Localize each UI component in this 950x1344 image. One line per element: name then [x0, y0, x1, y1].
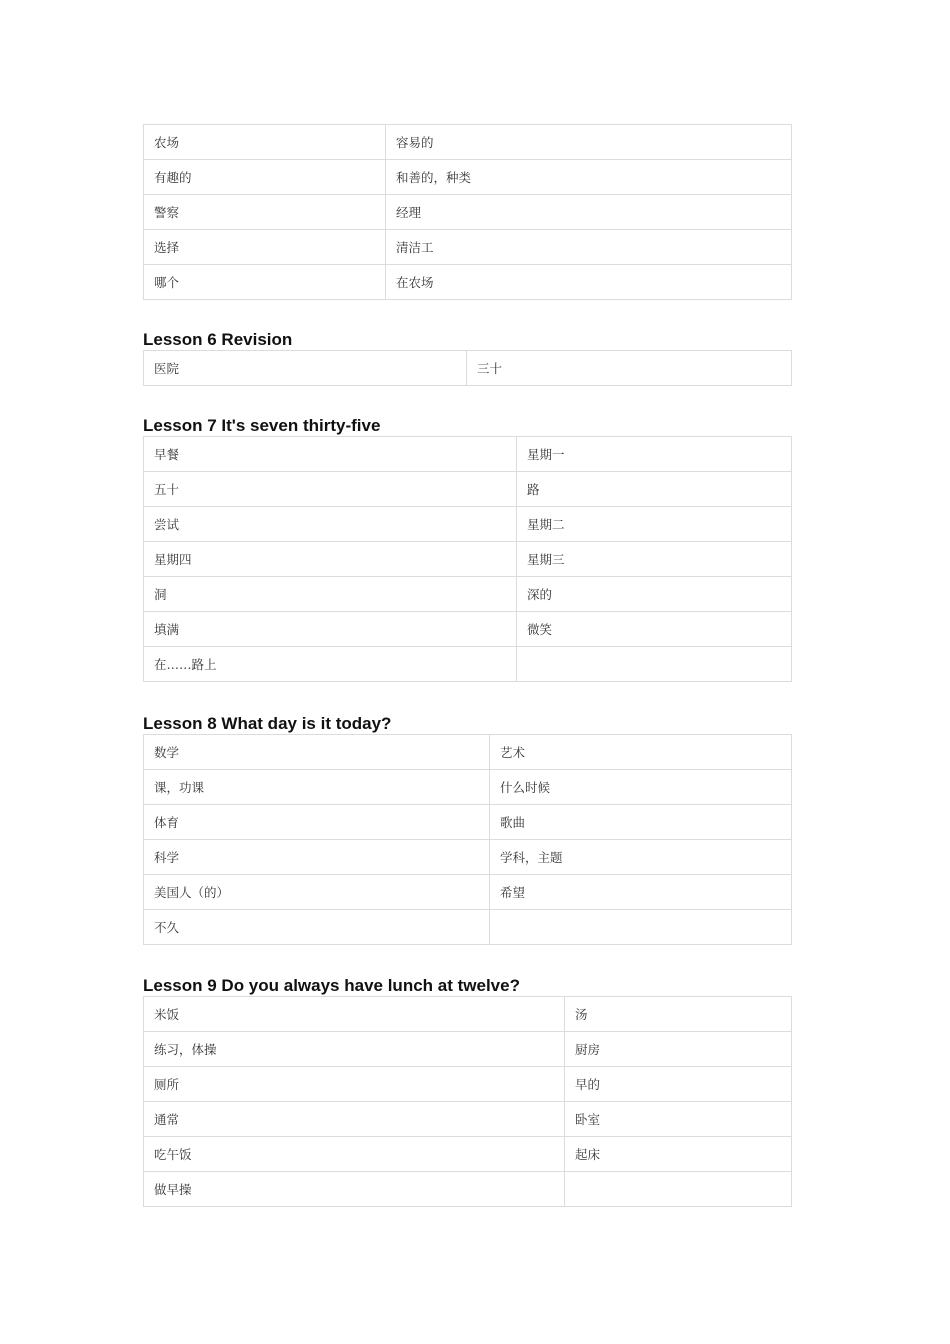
table-row	[144, 1067, 792, 1102]
lesson-7-section	[143, 416, 792, 682]
table-row	[144, 735, 792, 770]
table-row	[144, 910, 792, 945]
vocab-cell-right: 星期一	[517, 437, 792, 472]
vocab-table	[143, 436, 792, 682]
table-row	[144, 805, 792, 840]
vocab-cell-right: 微笑	[517, 612, 792, 647]
vocab-cell-left: 洞	[144, 577, 517, 612]
vocab-cell-left: 美国人（的）	[144, 875, 490, 910]
vocab-cell-left: 有趣的	[144, 160, 386, 195]
vocab-cell-right: 三十	[467, 351, 792, 386]
vocab-cell-left: 数学	[144, 735, 490, 770]
vocab-cell-right: 和善的，种类	[386, 160, 792, 195]
vocab-cell-left: 吃午饭	[144, 1137, 565, 1172]
vocab-table	[143, 124, 792, 300]
vocab-cell-right	[517, 647, 792, 682]
vocab-cell-right: 艺术	[490, 735, 792, 770]
lesson-6-section	[143, 330, 792, 386]
vocab-cell-left: 五十	[144, 472, 517, 507]
table-row	[144, 542, 792, 577]
lesson-heading: Lesson 7 It's seven thirty-five	[143, 416, 381, 435]
vocab-cell-right	[565, 1172, 792, 1207]
vocab-cell-right: 星期二	[517, 507, 792, 542]
vocab-cell-left: 通常	[144, 1102, 565, 1137]
table-row	[144, 577, 792, 612]
vocab-cell-right: 汤	[565, 997, 792, 1032]
table-row	[144, 351, 792, 386]
vocab-cell-right: 厨房	[565, 1032, 792, 1067]
vocab-cell-right: 星期三	[517, 542, 792, 577]
vocab-cell-right: 卧室	[565, 1102, 792, 1137]
table-row	[144, 195, 792, 230]
vocab-cell-left: 警察	[144, 195, 386, 230]
vocab-cell-left: 哪个	[144, 265, 386, 300]
vocab-cell-right: 学科，主题	[490, 840, 792, 875]
vocab-table	[143, 996, 792, 1207]
lesson-9-section	[143, 976, 792, 1207]
vocab-cell-right: 容易的	[386, 125, 792, 160]
vocab-cell-left: 练习，体操	[144, 1032, 565, 1067]
table-row	[144, 612, 792, 647]
vocab-cell-right: 什么时候	[490, 770, 792, 805]
vocab-cell-right: 经理	[386, 195, 792, 230]
lesson-heading: Lesson 6 Revision	[143, 330, 293, 349]
vocab-cell-right: 歌曲	[490, 805, 792, 840]
vocab-cell-left: 尝试	[144, 507, 517, 542]
table-row	[144, 997, 792, 1032]
table-row	[144, 125, 792, 160]
vocab-cell-right	[490, 910, 792, 945]
vocab-cell-right: 在农场	[386, 265, 792, 300]
vocab-cell-left: 医院	[144, 351, 467, 386]
vocab-cell-right: 路	[517, 472, 792, 507]
vocab-cell-right: 早的	[565, 1067, 792, 1102]
vocab-cell-right: 希望	[490, 875, 792, 910]
lesson-heading: Lesson 8 What day is it today?	[143, 714, 392, 733]
vocab-cell-left: 星期四	[144, 542, 517, 577]
vocab-cell-left: 厕所	[144, 1067, 565, 1102]
vocab-cell-right: 清洁工	[386, 230, 792, 265]
table-row	[144, 770, 792, 805]
table-row	[144, 1032, 792, 1067]
vocab-cell-left: 不久	[144, 910, 490, 945]
table-row	[144, 840, 792, 875]
table-row	[144, 1172, 792, 1207]
vocab-cell-left: 科学	[144, 840, 490, 875]
vocab-cell-left: 体育	[144, 805, 490, 840]
table-row	[144, 160, 792, 195]
vocab-cell-right: 深的	[517, 577, 792, 612]
vocab-cell-right: 起床	[565, 1137, 792, 1172]
table-row	[144, 472, 792, 507]
vocab-cell-left: 米饭	[144, 997, 565, 1032]
table-row	[144, 1102, 792, 1137]
table-row	[144, 1137, 792, 1172]
vocab-cell-left: 课，功课	[144, 770, 490, 805]
table-row	[144, 507, 792, 542]
table-row	[144, 437, 792, 472]
table-row	[144, 875, 792, 910]
table-row	[144, 647, 792, 682]
table-row	[144, 230, 792, 265]
vocab-table	[143, 734, 792, 945]
vocab-cell-left: 选择	[144, 230, 386, 265]
lesson-heading: Lesson 9 Do you always have lunch at twelve?	[143, 976, 520, 995]
vocab-table	[143, 350, 792, 386]
vocab-section-continued	[143, 124, 792, 300]
vocab-cell-left: 填满	[144, 612, 517, 647]
vocab-cell-left: 早餐	[144, 437, 517, 472]
lesson-8-section	[143, 714, 792, 945]
vocab-cell-left: 在……路上	[144, 647, 517, 682]
table-row	[144, 265, 792, 300]
vocab-cell-left: 农场	[144, 125, 386, 160]
vocab-cell-left: 做早操	[144, 1172, 565, 1207]
